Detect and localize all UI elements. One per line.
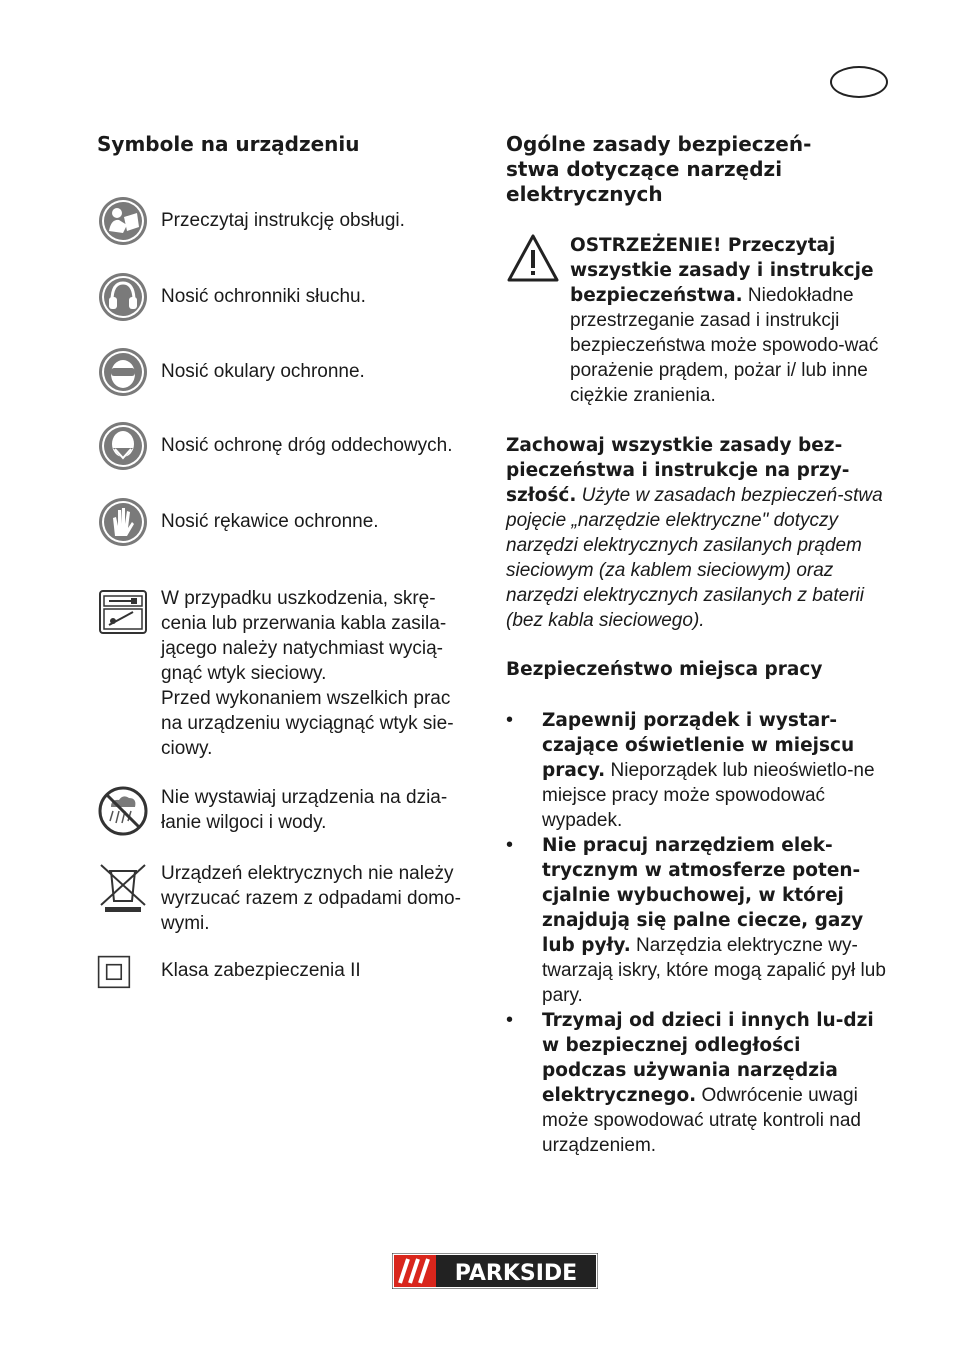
symbol-text: Nosić ochronę dróg oddechowych.: [161, 435, 453, 456]
keep-italic: Użyte w zasadach bezpieczeń-stwa pojęcie „narzędzie elektryczne" dotyczy narzędzi elektrycznych zasilanych prądem sieciowym (za kablem sieciowym) oraz narzędzi elektrycznych zasilanych z baterii (bez kabla sieciowego).: [506, 485, 883, 631]
keep-bold: Zachowaj wszystkie zasady bez-pieczeństwa i instrukcje na przy-szłość.: [506, 435, 850, 506]
safety-column: [506, 130, 890, 1156]
warning-body: Niedokładne przestrzeganie zasad i instrukcji bezpieczeństwa może spowodo-wać porażenie prądem, pożar i/ lub inne ciężkie zranienia.: [570, 285, 879, 406]
page-language-badge: [830, 66, 888, 98]
respiratory-protection-icon: [97, 420, 149, 472]
symbol-text: W przypadku uszkodzenia, skrę- cenia lub przerwania kabla zasila- jącego należy natychmiast wycią- gnąć wtyk sieciowy. Przed wykonaniem wszelkich prac na urządzeniu wyciągnąć wtyk sie- ciowy.: [161, 588, 454, 759]
list-item: [506, 1008, 890, 1158]
warning-bold: OSTRZEŻENIE! Przeczytaj wszystkie zasady i instrukcje bezpieczeństwa.: [570, 235, 874, 306]
no-rain-icon: [97, 785, 149, 837]
list-item: [506, 708, 890, 833]
symbol-text: Urządzeń elektrycznych nie należy wyrzucać razem z odpadami domo- wymi.: [161, 863, 461, 934]
symbol-row: [97, 346, 477, 398]
symbol-row: [97, 420, 477, 472]
symbol-text: Klasa zabezpieczenia II: [161, 960, 361, 981]
workplace-subheading: Bezpieczeństwo miejsca pracy: [506, 659, 823, 680]
symbol-row: [97, 195, 477, 247]
symbol-row: [97, 861, 477, 936]
eye-protection-icon: [97, 346, 149, 398]
symbol-text: Nie wystawiaj urządzenia na dzia- łanie wilgoci i wody.: [161, 787, 448, 833]
class-ii-icon: [97, 955, 139, 997]
symbol-text: Nosić ochronniki słuchu.: [161, 286, 366, 307]
symbol-row: [97, 955, 477, 997]
symbol-text: Nosić rękawice ochronne.: [161, 511, 379, 532]
keep-instructions: [506, 433, 890, 633]
warning-triangle-icon: [506, 232, 560, 286]
weee-bin-icon: [97, 861, 149, 913]
bullet-bold: Nie pracuj narzędziem elek-trycznym w atmosferze poten-cjalnie wybuchowej, w której znajdują się palne ciecze, gazy lub pyły.: [542, 835, 864, 956]
symbol-text: Nosić okulary ochronne.: [161, 361, 365, 382]
warning-block: [506, 232, 890, 408]
symbols-heading: Symbole na urządzeniu: [97, 132, 360, 156]
symbol-row: [97, 785, 477, 837]
bullet-text: Nieporządek lub nieoświetlo-ne miejsce pracy może spowodować wypadek.: [542, 760, 875, 831]
bullet-text: Odwrócenie uwagi może spowodować utratę kontroli nad urządzeniem.: [542, 1085, 861, 1156]
symbol-row: [97, 586, 477, 761]
bullet-bold: Trzymaj od dzieci i innych lu-dzi w bezpiecznej odległości podczas używania narzędzia elektrycznego.: [542, 1010, 874, 1106]
parkside-logo: [392, 1253, 598, 1289]
workplace-bullets: [506, 708, 890, 1158]
read-manual-icon: [97, 195, 149, 247]
gloves-icon: [97, 496, 149, 548]
symbol-row: [97, 271, 477, 323]
symbols-column: [97, 130, 477, 981]
bullet-bold: Zapewnij porządek i wystar-czające oświetlenie w miejscu pracy.: [542, 710, 855, 781]
symbol-row: [97, 496, 477, 548]
warning-text: [570, 233, 890, 408]
safety-heading: Ogólne zasady bezpieczeń- stwa dotyczące narzędzi elektrycznych: [506, 132, 812, 206]
bullet-text: Narzędzia elektryczne wy-twarzają iskry, które mogą zapalić pył lub pary.: [542, 935, 886, 1006]
unplug-icon: [97, 586, 149, 638]
symbol-text: Przeczytaj instrukcję obsługi.: [161, 210, 405, 231]
ear-protection-icon: [97, 271, 149, 323]
list-item: [506, 833, 890, 1008]
logo-text: PARKSIDE: [454, 1261, 578, 1286]
